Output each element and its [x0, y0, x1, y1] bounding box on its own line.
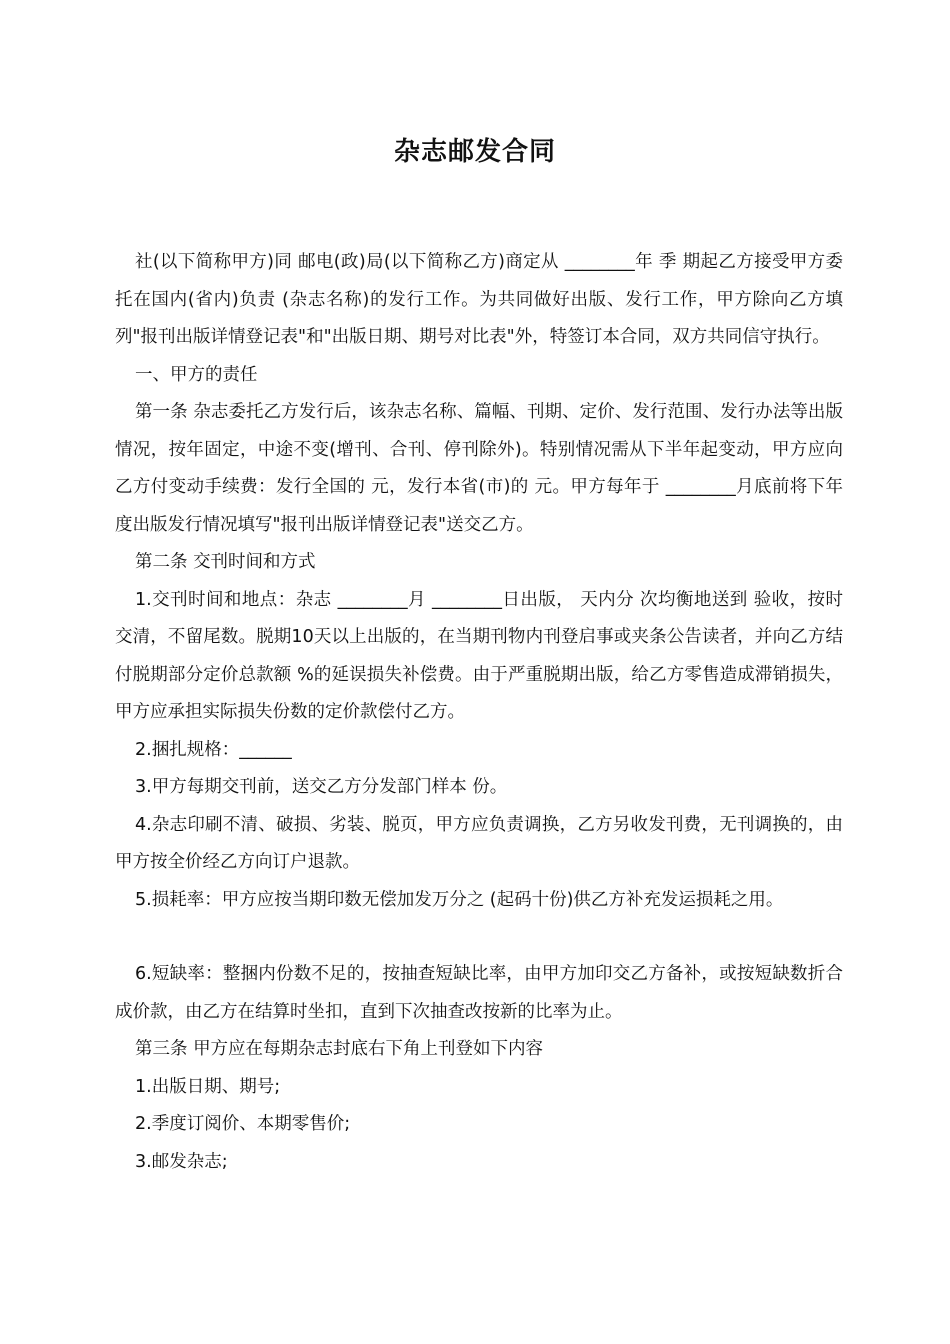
article-2-item-6: 6.短缺率：整捆内份数不足的，按抽查短缺比率，由甲方加印交乙方备补，或按短缺数折合成价款，由乙方在结算时坐扣，直到下次抽查改按新的比率为止。 [115, 964, 843, 1022]
article-2-item-4: 4.杂志印刷不清、破损、劣装、脱页，甲方应负责调换，乙方另收发刊费，无刊调换的，由甲方按全价经乙方向订户退款。 [115, 814, 843, 872]
article-2-item-3: 3.甲方每期交刊前，送交乙方分发部门样本 份。 [135, 777, 508, 797]
section-heading-party-a: 一、甲方的责任 [135, 364, 258, 385]
article-3-item-1: 1.出版日期、期号; [135, 1076, 281, 1097]
article-2-item-2: 2.捆扎规格：______ [135, 739, 292, 760]
article-3-item-3: 3.邮发杂志; [135, 1151, 228, 1172]
article-3-item-2: 2.季度订阅价、本期零售价; [135, 1114, 351, 1134]
article-3-heading: 第三条 甲方应在每期杂志封底右下角上刊登如下内容 [135, 1039, 544, 1059]
article-2-item-1: 1.交刊时间和地点：杂志 ________月 ________日出版， 天内分 次均衡地送到 验收，按时交清，不留尾数。脱期10天以上出版的，在当期刊物内刊登启事或夹条公告读者，并向乙方结付脱期部分定价总款额 %的延误损失补偿费。由于严重脱期出版，给乙方零售造成滞销损失，甲方应承担实际损失份数的定价款偿付乙方。 [115, 589, 843, 722]
article-2-heading: 第二条 交刊时间和方式 [135, 552, 316, 572]
intro-paragraph: 社(以下简称甲方)同 邮电(政)局(以下简称乙方)商定从 ________年 季 期起乙方接受甲方委托在国内(省内)负责 (杂志名称)的发行工作。为共同做好出版、发行工作，甲方除向乙方填列"报刊出版详情登记表"和"出版日期、期号对比表"外，特签订本合同，双方共同信守执行。 [115, 252, 843, 347]
document-title: 杂志邮发合同 [393, 137, 556, 167]
article-1-paragraph: 第一条 杂志委托乙方发行后，该杂志名称、篇幅、刊期、定价、发行范围、发行办法等出版情况，按年固定，中途不变(增刊、合刊、停刊除外)。特别情况需从下半年起变动，甲方应向乙方付变动手续费：发行全国的 元，发行本省(市)的 元。甲方每年于 ________月底前将下年度出版发行情况填写"报刊出版详情登记表"送交乙方。 [115, 402, 843, 535]
document-body [115, 244, 843, 1181]
article-2-item-5: 5.损耗率：甲方应按当期印数无偿加发万分之 (起码十份)供乙方补充发运损耗之用。 [135, 889, 784, 910]
